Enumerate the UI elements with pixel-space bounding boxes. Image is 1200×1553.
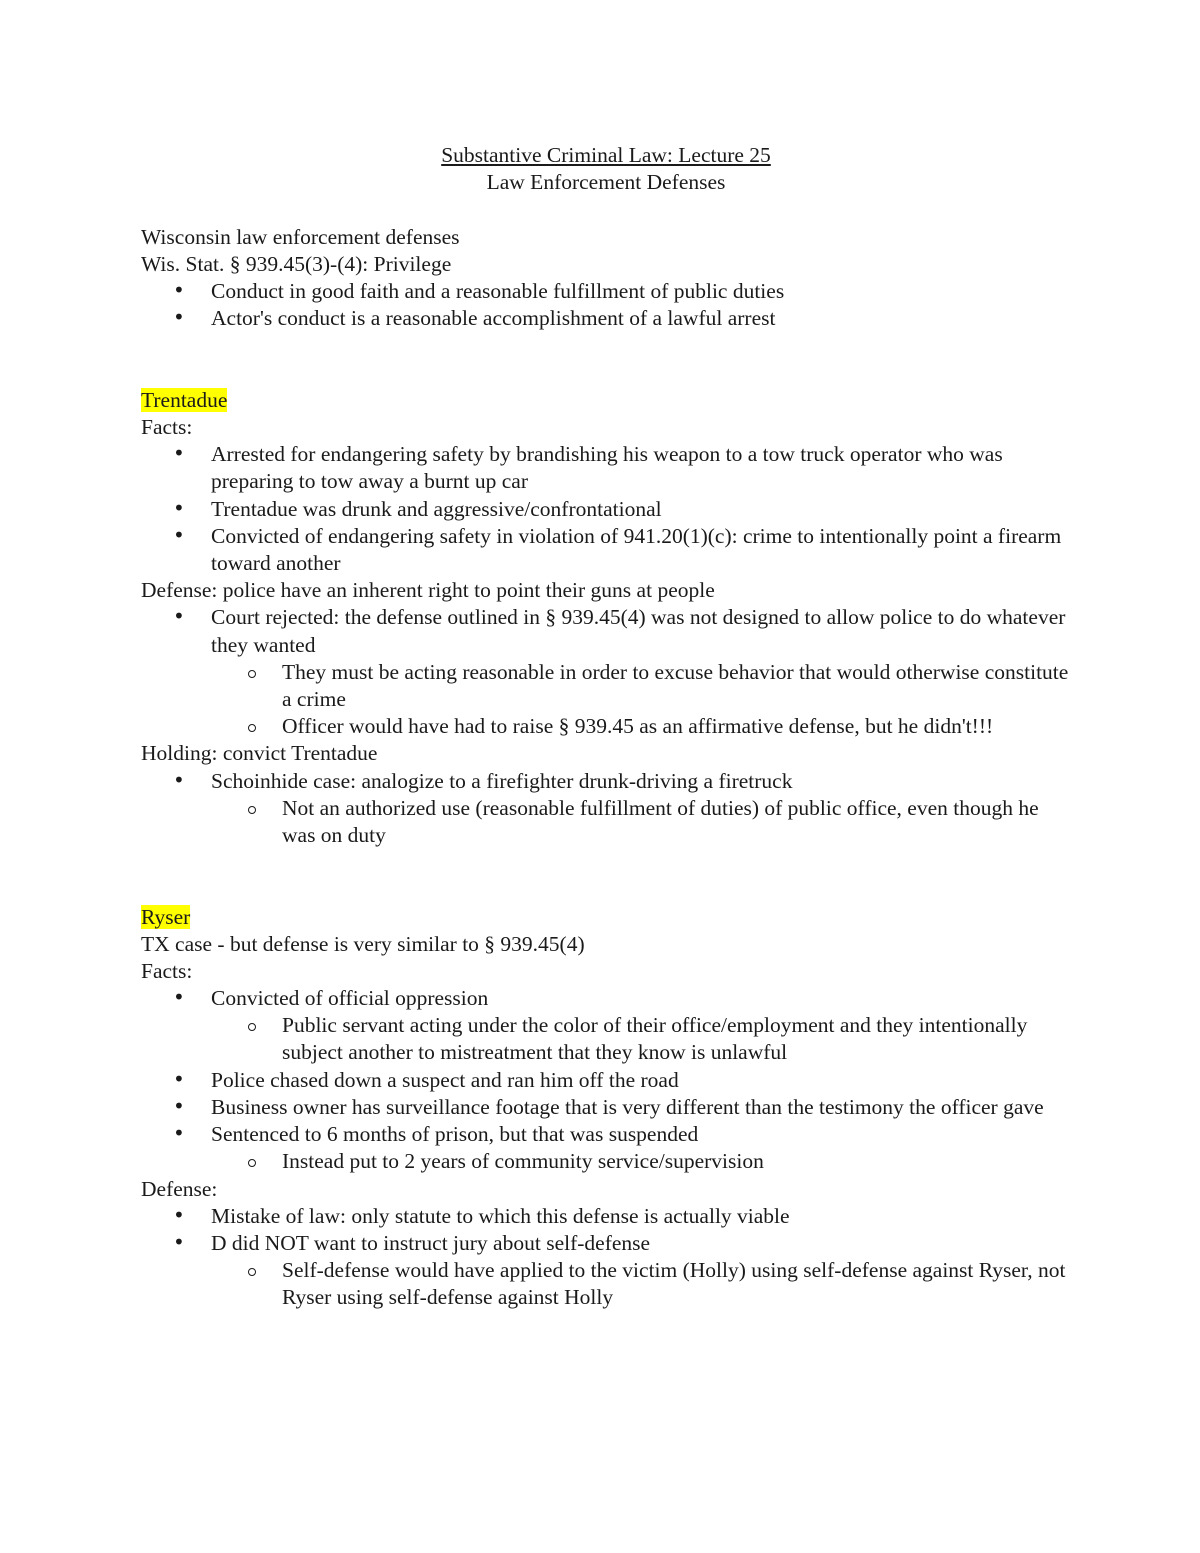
sub-list-item: Instead put to 2 years of community service/supervision	[141, 1148, 1071, 1175]
intro-heading: Wisconsin law enforcement defenses	[141, 224, 460, 249]
list-item: • Actor's conduct is a reasonable accomplishment of a lawful arrest	[141, 305, 1071, 332]
sub-list-item: Not an authorized use (reasonable fulfillment of duties) of public office, even though he was on duty	[141, 795, 1071, 849]
document-title: Substantive Criminal Law: Lecture 25	[441, 143, 771, 167]
defense-label: Defense: police have an inherent right to point their guns at people	[141, 578, 715, 603]
sub-list-item: They must be acting reasonable in order to excuse behavior that would otherwise constitute a crime	[141, 659, 1071, 713]
facts-label: Facts:	[141, 958, 193, 983]
defense-label: Defense:	[141, 1176, 218, 1201]
list-item: • D did NOT want to instruct jury about self-defense	[141, 1230, 1071, 1257]
case-note: TX case - but defense is very similar to § 939.45(4)	[141, 931, 585, 956]
list-item: • Sentenced to 6 months of prison, but that was suspended	[141, 1121, 1071, 1148]
document-page	[141, 142, 1071, 1312]
list-item: • Schoinhide case: analogize to a firefighter drunk-driving a firetruck	[141, 768, 1071, 795]
list-item: • Convicted of endangering safety in violation of 941.20(1)(c): crime to intentionally point a firearm toward another	[141, 523, 1071, 577]
sub-list-item: Officer would have had to raise § 939.45 as an affirmative defense, but he didn't!!!	[141, 713, 1071, 740]
facts-label: Facts:	[141, 414, 193, 439]
sub-list-item: Self-defense would have applied to the victim (Holly) using self-defense against Ryser, not Ryser using self-defense against Holly	[141, 1257, 1071, 1311]
case-heading-ryser: Ryser	[141, 904, 191, 929]
list-item: • Court rejected: the defense outlined in § 939.45(4) was not designed to allow police to do whatever they wanted	[141, 604, 1071, 658]
case-heading-trentadue: Trentadue	[141, 387, 228, 412]
sub-list-item: Public servant acting under the color of their office/employment and they intentionally subject another to mistreatment that they know is unlawful	[141, 1012, 1071, 1066]
intro-statute: Wis. Stat. § 939.45(3)-(4): Privilege	[141, 251, 452, 276]
document-subtitle: Law Enforcement Defenses	[486, 170, 726, 195]
list-item: • Conduct in good faith and a reasonable fulfillment of public duties	[141, 278, 1071, 305]
holding-label: Holding: convict Trentadue	[141, 741, 378, 766]
list-item: • Arrested for endangering safety by brandishing his weapon to a tow truck operator who was preparing to tow away a burnt up car	[141, 441, 1071, 495]
list-item: • Trentadue was drunk and aggressive/confrontational	[141, 496, 1071, 523]
list-item: • Convicted of official oppression	[141, 985, 1071, 1012]
list-item: • Mistake of law: only statute to which this defense is actually viable	[141, 1203, 1071, 1230]
list-item: • Police chased down a suspect and ran him off the road	[141, 1067, 1071, 1094]
list-item: • Business owner has surveillance footage that is very different than the testimony the officer gave	[141, 1094, 1071, 1121]
